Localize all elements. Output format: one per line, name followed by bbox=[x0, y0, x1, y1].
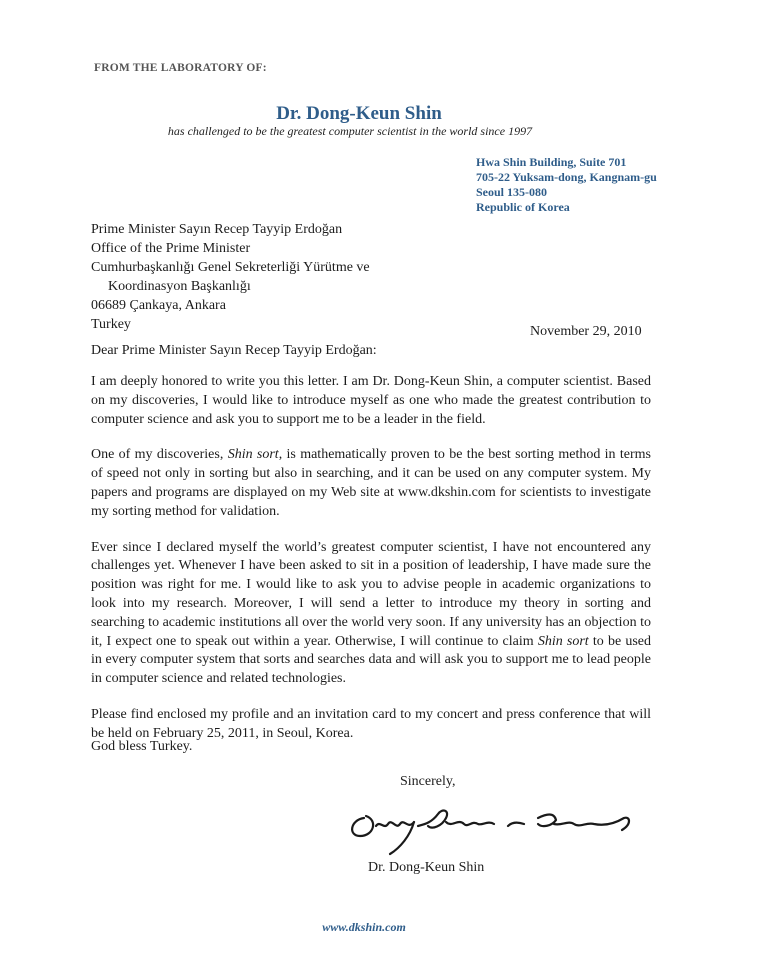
paragraph-3-part-a: Ever since I declared myself the world’s greatest computer scientist, I have not encountered any challenges yet. Whenever I have been asked to sit in a position of leadership, I have made sure the position was right for me. I would like to ask you to advise people in academic organizations to look into my research. Moreover, I will send a letter to introduce my theory in sorting and searching to academic institutions all over the world very soon. If any university has an objection to it, I expect one to speak out within a year. Otherwise, I will continue to claim bbox=[91, 539, 651, 649]
recipient-line: Prime Minister Sayın Recep Tayyip Erdoğan bbox=[91, 222, 343, 237]
address-line: Republic of Korea bbox=[476, 200, 570, 214]
handwritten-signature bbox=[342, 796, 642, 856]
paragraph-3 bbox=[91, 539, 651, 689]
recipient-line: Turkey bbox=[91, 317, 131, 332]
paragraph-2 bbox=[91, 446, 651, 521]
paragraph-2-part-a: One of my discoveries, bbox=[91, 447, 228, 463]
address-line: Seoul 135-080 bbox=[476, 185, 548, 199]
from-label: FROM THE LABORATORY OF: bbox=[94, 62, 267, 74]
letter-body bbox=[91, 373, 651, 761]
paragraph-2-part-b: , is mathematically proven to be the best sorting method in terms of speed not only in sorting but also in searching, and it can be used on any computer system. My papers and programs are displayed on my Web site at www.dkshin.com for scientists to investigate my sorting method for validation. bbox=[91, 447, 651, 519]
letterhead-tagline: has challenged to be the greatest computer scientist in the world since 1997 bbox=[167, 124, 533, 138]
recipient-line: 06689 Çankaya, Ankara bbox=[91, 298, 226, 313]
shin-sort-emphasis: Shin sort bbox=[227, 447, 279, 463]
footer-website-link[interactable]: www.dkshin.com bbox=[322, 920, 406, 934]
signer-name: Dr. Dong-Keun Shin bbox=[368, 860, 485, 875]
recipient-line: Office of the Prime Minister bbox=[91, 241, 251, 256]
sender-address bbox=[476, 155, 657, 215]
recipient-line: Cumhurbaşkanlığı Genel Sekreterliği Yürütme ve bbox=[91, 260, 370, 275]
address-line: Hwa Shin Building, Suite 701 bbox=[476, 155, 627, 169]
closing-line: God bless Turkey. bbox=[91, 739, 193, 754]
paragraph-3-part-b: to be used in every computer system that sorts and searches data and will ask you to support me to lead people in computer science and related technologies. bbox=[91, 633, 652, 687]
letter-date: November 29, 2010 bbox=[530, 324, 642, 339]
recipient-line: Koordinasyon Başkanlığı bbox=[108, 279, 251, 294]
salutation: Dear Prime Minister Sayın Recep Tayyip Erdoğan: bbox=[91, 343, 377, 358]
paragraph-1: I am deeply honored to write you this letter. I am Dr. Dong-Keun Shin, a computer scientist. Based on my discoveries, I would like to introduce myself as one who made the greatest contribution to computer science and ask you to support me to be a leader in the field. bbox=[91, 374, 651, 427]
address-line: 705-22 Yuksam-dong, Kangnam-gu bbox=[476, 170, 657, 184]
letterhead-name: Dr. Dong-Keun Shin bbox=[276, 103, 442, 124]
recipient-address bbox=[91, 220, 370, 334]
shin-sort-emphasis: Shin sort bbox=[537, 633, 589, 649]
sincerely: Sincerely, bbox=[400, 774, 456, 789]
paragraph-4: Please find enclosed my profile and an invitation card to my concert and press conference that will be held on February 25, 2011, in Seoul, Korea. bbox=[91, 706, 651, 741]
